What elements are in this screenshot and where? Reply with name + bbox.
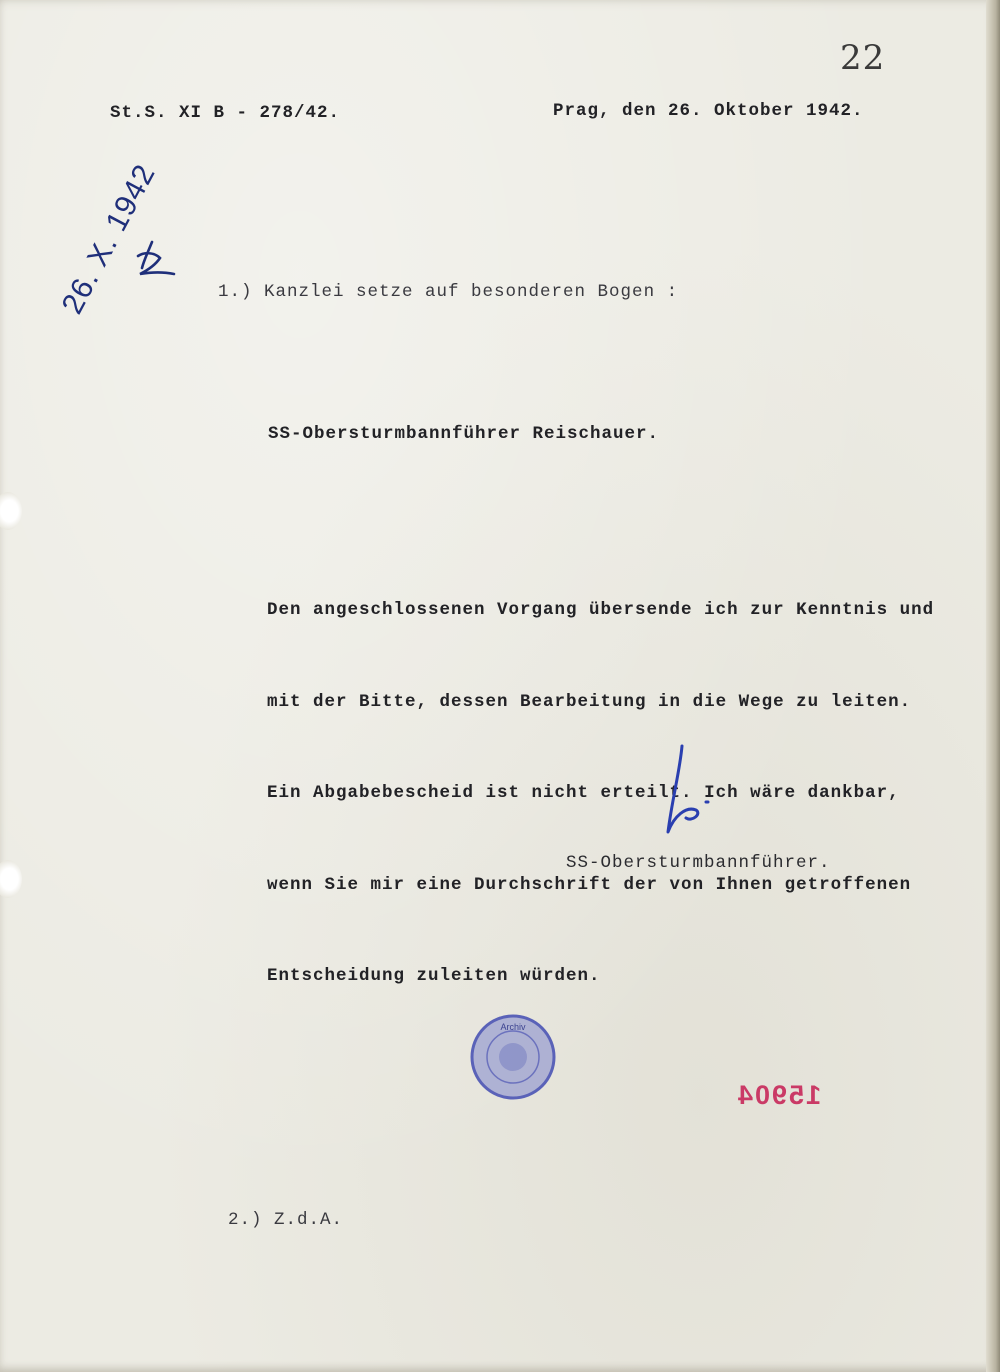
seal-text: Archiv	[500, 1022, 526, 1032]
body-line: Entscheidung zuleiten würden.	[267, 966, 601, 986]
body-line: mit der Bitte, dessen Bearbeitung in die Wege zu leiten.	[267, 691, 912, 712]
place-and-date: Prag, den 26. Oktober 1942.	[553, 101, 864, 121]
page-edge	[986, 0, 1000, 1372]
signature-icon	[652, 740, 732, 850]
page-number: 22	[840, 38, 886, 78]
punch-hole-upper	[0, 492, 22, 530]
punch-hole-lower	[0, 860, 22, 898]
recipient-line: SS-Obersturmbannführer Reischauer.	[268, 424, 660, 444]
signature-title: SS-Obersturmbannführer.	[566, 853, 831, 873]
body-line: Ein Abgabebescheid ist nicht erteilt. Ich wäre dankbar,	[267, 783, 900, 803]
body-line: wenn Sie mir eine Durchschrift der von Ihnen getroffenen	[267, 874, 912, 895]
archive-seal-icon	[468, 1012, 558, 1102]
handwritten-initial-icon	[130, 238, 180, 284]
red-number-stamp: 15904	[736, 1080, 822, 1110]
item-1-instruction: 1.) Kanzlei setze auf besonderen Bogen :	[218, 282, 679, 302]
date-stamp: 26. X. 1942	[55, 158, 163, 320]
body-line: Den angeschlossenen Vorgang übersende ich zur Kenntnis und	[267, 600, 935, 620]
body-paragraph	[267, 534, 934, 1053]
reference-number: St.S. XI B - 278/42.	[110, 103, 341, 123]
item-2-instruction: 2.) Z.d.A.	[228, 1210, 344, 1230]
